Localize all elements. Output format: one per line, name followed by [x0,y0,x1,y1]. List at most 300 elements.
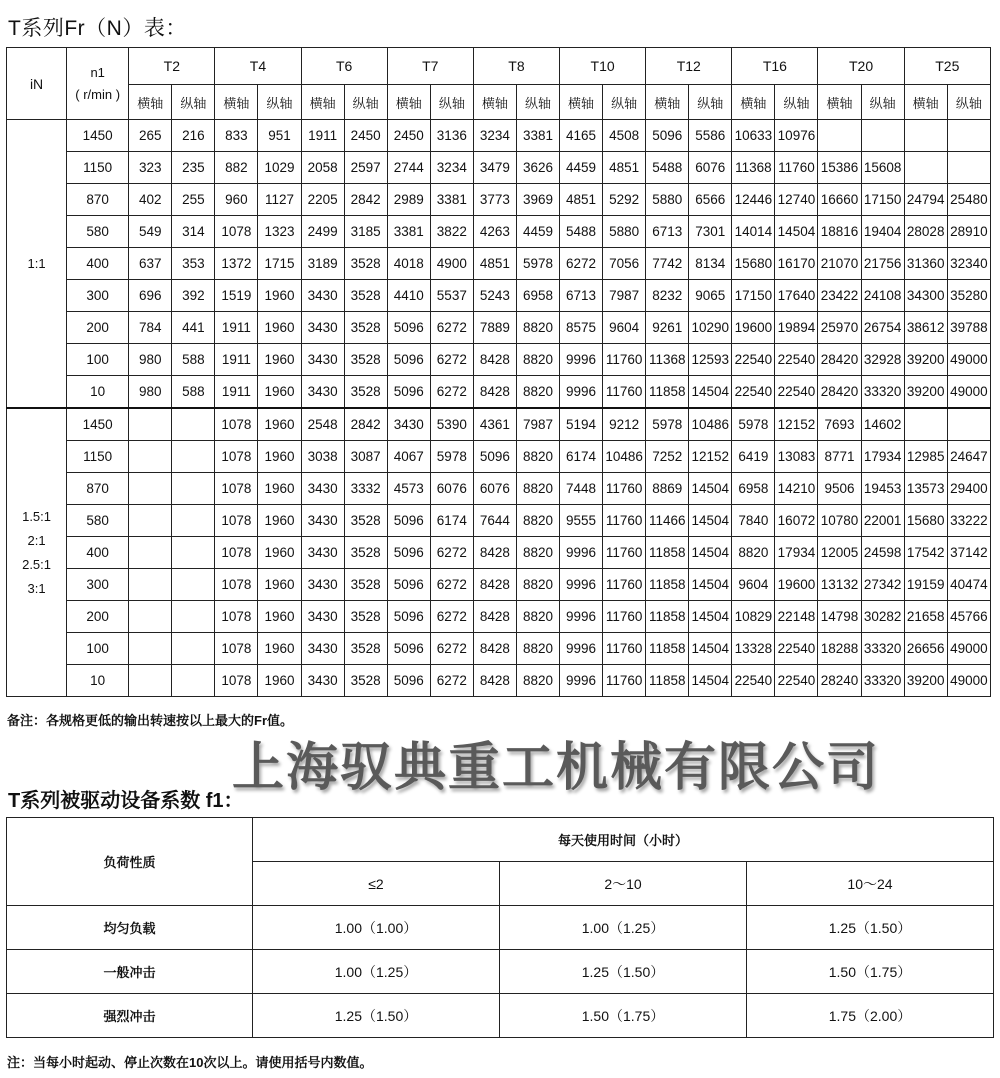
fr-value-cell: 3430 [301,473,344,505]
n1-speed-cell: 100 [67,633,129,665]
fr-value-cell: 1960 [258,441,301,473]
fr-value-cell: 3528 [344,280,387,312]
fr-value-cell: 11466 [646,505,689,537]
fr-value-cell: 22540 [775,344,818,376]
fr-value-cell: 5586 [689,120,732,152]
n1-speed-cell: 10 [67,665,129,697]
fr-value-cell: 16660 [818,184,861,216]
fr-value-cell: 10486 [603,441,646,473]
vertical-axis-header: 纵轴 [258,85,301,120]
fr-value-cell [172,601,215,633]
fr-value-cell: 5096 [387,569,430,601]
fr-value-cell: 235 [172,152,215,184]
fr-value-cell: 1029 [258,152,301,184]
fr-value-cell: 3332 [344,473,387,505]
fr-value-cell: 10486 [689,408,732,441]
fr-value-cell: 6272 [560,248,603,280]
fr-value-cell [172,665,215,697]
fr-value-cell: 1960 [258,344,301,376]
fr-value-cell: 11760 [603,537,646,569]
fr-value-cell: 49000 [947,376,990,409]
fr-value-cell: 7252 [646,441,689,473]
fr-value-cell: 24794 [904,184,947,216]
fr-value-cell: 30282 [861,601,904,633]
fr-value-cell: 32340 [947,248,990,280]
fr-value-cell: 28028 [904,216,947,248]
fr-value-cell: 314 [172,216,215,248]
fr-value-cell: 5096 [387,312,430,344]
fr-value-cell: 8428 [473,344,516,376]
fr-value-cell: 3087 [344,441,387,473]
fr-value-cell: 9996 [560,569,603,601]
n1-speed-cell: 1450 [67,408,129,441]
vertical-axis-header: 纵轴 [689,85,732,120]
fr-value-cell [172,633,215,665]
fr-value-cell: 3479 [473,152,516,184]
n1-speed-cell: 580 [67,505,129,537]
fr-value-cell: 6272 [430,569,473,601]
fr-table-note: 备注：各规格更低的输出转速按以上最大的Fr值。 [7,713,294,728]
fr-value-cell: 1960 [258,505,301,537]
fr-value-cell: 8428 [473,601,516,633]
fr-value-cell: 1960 [258,633,301,665]
fr-value-cell: 8820 [516,473,559,505]
fr-value-cell: 8820 [516,537,559,569]
f1-row [7,994,994,1038]
fr-value-cell: 441 [172,312,215,344]
fr-value-cell: 11858 [646,537,689,569]
fr-value-cell: 960 [215,184,258,216]
fr-value-cell: 12152 [775,408,818,441]
fr-value-cell: 3038 [301,441,344,473]
fr-value-cell: 11760 [603,376,646,409]
fr-value-cell: 7987 [516,408,559,441]
fr-value-cell: 3430 [301,601,344,633]
fr-table-row [7,441,991,473]
fr-value-cell: 1372 [215,248,258,280]
fr-value-cell: 6272 [430,537,473,569]
fr-value-cell: 6174 [560,441,603,473]
fr-value-cell [172,473,215,505]
fr-value-cell: 6272 [430,376,473,409]
fr-value-cell [129,441,172,473]
fr-value-cell: 4018 [387,248,430,280]
n1-speed-cell: 300 [67,569,129,601]
fr-value-cell: 8428 [473,569,516,601]
fr-value-cell: 49000 [947,633,990,665]
n1-speed-cell: 200 [67,312,129,344]
fr-value-cell: 9212 [603,408,646,441]
fr-value-cell: 34300 [904,280,947,312]
fr-value-cell: 16072 [775,505,818,537]
horizontal-axis-header: 横轴 [387,85,430,120]
fr-value-cell: 3430 [301,633,344,665]
fr-value-cell: 1078 [215,633,258,665]
model-header: T8 [473,48,559,85]
fr-table [6,47,991,697]
fr-value-cell: 3528 [344,312,387,344]
fr-value-cell: 6958 [732,473,775,505]
ratio-label: 3:1 [27,580,46,596]
fr-value-cell [172,537,215,569]
fr-value-cell: 5096 [387,665,430,697]
load-type-label: 强烈冲击 [7,994,253,1038]
fr-value-cell: 14504 [689,376,732,409]
fr-value-cell: 216 [172,120,215,152]
fr-value-cell: 14210 [775,473,818,505]
fr-value-cell: 9261 [646,312,689,344]
f1-table-note: 注：当每小时起动、停止次数在10次以上。请使用括号内数值。 [7,1055,373,1070]
fr-value-cell: 3528 [344,248,387,280]
fr-value-cell: 18288 [818,633,861,665]
fr-value-cell [818,120,861,152]
fr-value-cell: 8820 [516,344,559,376]
fr-value-cell: 1960 [258,408,301,441]
fr-value-cell: 18816 [818,216,861,248]
horizontal-axis-header: 横轴 [473,85,516,120]
fr-value-cell: 833 [215,120,258,152]
fr-value-cell: 28420 [818,376,861,409]
fr-value-cell: 1323 [258,216,301,248]
f1-value: 1.00（1.00） [253,906,500,950]
fr-value-cell: 12446 [732,184,775,216]
fr-value-cell: 7644 [473,505,516,537]
fr-value-cell: 980 [129,376,172,409]
f1-value: 1.25（1.50） [253,994,500,1038]
fr-value-cell: 637 [129,248,172,280]
n1-speed-cell: 400 [67,537,129,569]
fr-value-cell: 8428 [473,665,516,697]
fr-value-cell: 10633 [732,120,775,152]
fr-value-cell: 13132 [818,569,861,601]
fr-value-cell: 3969 [516,184,559,216]
fr-value-cell: 5880 [603,216,646,248]
fr-value-cell: 1078 [215,216,258,248]
fr-value-cell: 6174 [430,505,473,537]
fr-value-cell: 8575 [560,312,603,344]
fr-value-cell: 21070 [818,248,861,280]
fr-value-cell: 3430 [387,408,430,441]
fr-value-cell: 6272 [430,601,473,633]
fr-value-cell: 1960 [258,280,301,312]
fr-value-cell: 882 [215,152,258,184]
fr-value-cell: 22540 [732,344,775,376]
fr-value-cell: 8428 [473,376,516,409]
fr-value-cell: 1960 [258,376,301,409]
fr-table-row [7,473,991,505]
f1-value: 1.75（2.00） [747,994,994,1038]
fr-value-cell: 1078 [215,569,258,601]
n1-speed-cell: 200 [67,601,129,633]
fr-value-cell: 6958 [516,280,559,312]
fr-value-cell: 6272 [430,633,473,665]
fr-value-cell: 5096 [387,537,430,569]
fr-value-cell: 3189 [301,248,344,280]
fr-value-cell: 3528 [344,601,387,633]
fr-value-cell: 7742 [646,248,689,280]
fr-value-cell: 3430 [301,665,344,697]
f1-value: 1.25（1.50） [500,950,747,994]
fr-value-cell: 31360 [904,248,947,280]
hours-col-header: 10～24 [747,862,994,906]
fr-value-cell: 3381 [387,216,430,248]
load-type-label: 均匀负载 [7,906,253,950]
fr-value-cell: 3136 [430,120,473,152]
fr-value-cell: 33222 [947,505,990,537]
fr-value-cell: 8232 [646,280,689,312]
fr-value-cell: 29400 [947,473,990,505]
fr-value-cell: 8820 [516,601,559,633]
fr-value-cell: 9506 [818,473,861,505]
fr-value-cell: 1911 [215,312,258,344]
fr-value-cell: 9996 [560,376,603,409]
fr-value-cell: 22540 [732,665,775,697]
fr-value-cell: 11760 [603,569,646,601]
model-header: T2 [129,48,215,85]
ratio-label: 2:1 [27,532,46,548]
fr-value-cell: 1911 [301,120,344,152]
fr-value-cell: 3381 [430,184,473,216]
fr-value-cell: 12593 [689,344,732,376]
fr-value-cell: 9996 [560,537,603,569]
fr-value-cell: 8771 [818,441,861,473]
fr-value-cell: 10976 [775,120,818,152]
fr-table-row [7,569,991,601]
fr-value-cell: 8820 [516,441,559,473]
fr-value-cell: 14504 [689,633,732,665]
fr-value-cell: 8820 [516,376,559,409]
fr-value-cell [129,505,172,537]
fr-value-cell: 4459 [560,152,603,184]
fr-value-cell: 1127 [258,184,301,216]
fr-value-cell: 26656 [904,633,947,665]
f1-row [7,950,994,994]
fr-value-cell: 9996 [560,633,603,665]
fr-value-cell: 1911 [215,344,258,376]
horizontal-axis-header: 横轴 [129,85,172,120]
fr-table-row [7,312,991,344]
fr-value-cell: 10290 [689,312,732,344]
fr-table-row [7,376,991,409]
fr-value-cell: 5243 [473,280,516,312]
f1-value: 1.25（1.50） [747,906,994,950]
fr-value-cell: 25970 [818,312,861,344]
fr-value-cell: 1078 [215,441,258,473]
fr-value-cell: 265 [129,120,172,152]
fr-value-cell: 17542 [904,537,947,569]
fr-header-row-models [7,48,991,85]
fr-value-cell: 4165 [560,120,603,152]
fr-value-cell: 2744 [387,152,430,184]
fr-value-cell: 4459 [516,216,559,248]
fr-value-cell: 7693 [818,408,861,441]
fr-value-cell: 7448 [560,473,603,505]
fr-value-cell: 49000 [947,665,990,697]
fr-value-cell: 10829 [732,601,775,633]
n1-speed-cell: 10 [67,376,129,409]
n1-speed-cell: 870 [67,473,129,505]
fr-value-cell: 11858 [646,633,689,665]
ratio-label: 2.5:1 [22,556,52,572]
fr-value-cell: 13573 [904,473,947,505]
model-header: T12 [646,48,732,85]
fr-value-cell: 9604 [603,312,646,344]
model-header: T25 [904,48,990,85]
fr-value-cell: 33320 [861,633,904,665]
fr-table-row [7,152,991,184]
n1-speed-cell: 100 [67,344,129,376]
fr-value-cell: 5880 [646,184,689,216]
fr-value-cell: 11760 [603,633,646,665]
fr-value-cell: 402 [129,184,172,216]
fr-value-cell: 5488 [646,152,689,184]
fr-value-cell: 8869 [646,473,689,505]
fr-value-cell: 5096 [387,633,430,665]
fr-value-cell: 11858 [646,376,689,409]
fr-value-cell: 6419 [732,441,775,473]
fr-value-cell: 17640 [775,280,818,312]
fr-value-cell: 6076 [473,473,516,505]
horizontal-axis-header: 横轴 [646,85,689,120]
fr-table-row [7,601,991,633]
fr-value-cell: 4067 [387,441,430,473]
fr-value-cell: 11368 [646,344,689,376]
model-header: T20 [818,48,904,85]
fr-value-cell: 9996 [560,601,603,633]
fr-value-cell: 3234 [430,152,473,184]
model-header: T6 [301,48,387,85]
fr-value-cell: 9065 [689,280,732,312]
fr-value-cell: 11760 [603,344,646,376]
fr-value-cell: 39788 [947,312,990,344]
n1-speed-cell: 300 [67,280,129,312]
fr-value-cell: 4410 [387,280,430,312]
f1-table [6,817,994,1038]
f1-value: 1.00（1.25） [500,906,747,950]
fr-value-cell: 12740 [775,184,818,216]
vertical-axis-header: 纵轴 [775,85,818,120]
fr-value-cell: 21756 [861,248,904,280]
fr-value-cell: 2205 [301,184,344,216]
fr-value-cell: 17150 [732,280,775,312]
fr-value-cell: 4851 [560,184,603,216]
fr-value-cell: 40474 [947,569,990,601]
fr-value-cell: 14504 [689,505,732,537]
fr-value-cell: 5096 [646,120,689,152]
fr-value-cell: 6272 [430,665,473,697]
fr-value-cell: 8820 [516,569,559,601]
in-header: iN [7,48,67,120]
fr-value-cell: 19159 [904,569,947,601]
vertical-axis-header: 纵轴 [861,85,904,120]
fr-value-cell: 8820 [516,665,559,697]
fr-value-cell: 3185 [344,216,387,248]
fr-value-cell: 4263 [473,216,516,248]
fr-value-cell: 5978 [430,441,473,473]
fr-value-cell: 4851 [473,248,516,280]
fr-value-cell: 6272 [430,344,473,376]
fr-table-title: T系列Fr（N）表： [8,17,187,40]
fr-value-cell: 1078 [215,505,258,537]
fr-value-cell: 1078 [215,537,258,569]
fr-value-cell: 11760 [775,152,818,184]
n1-label: n1 [90,64,105,80]
f1-table-title: T系列被驱动设备系数 f1： [8,790,244,812]
fr-value-cell [172,408,215,441]
fr-value-cell [172,505,215,537]
vertical-axis-header: 纵轴 [947,85,990,120]
fr-value-cell: 32928 [861,344,904,376]
fr-value-cell: 4900 [430,248,473,280]
fr-value-cell [172,569,215,601]
fr-value-cell: 7987 [603,280,646,312]
fr-table-row [7,665,991,697]
fr-value-cell: 1078 [215,601,258,633]
horizontal-axis-header: 横轴 [301,85,344,120]
fr-value-cell: 24108 [861,280,904,312]
fr-value-cell [129,408,172,441]
fr-value-cell: 19453 [861,473,904,505]
horizontal-axis-header: 横轴 [904,85,947,120]
fr-value-cell [129,633,172,665]
fr-value-cell: 3528 [344,505,387,537]
fr-value-cell: 6272 [430,312,473,344]
fr-value-cell: 1960 [258,569,301,601]
fr-value-cell: 26754 [861,312,904,344]
n1-speed-cell: 1150 [67,441,129,473]
fr-value-cell: 6076 [430,473,473,505]
vertical-axis-header: 纵轴 [172,85,215,120]
fr-value-cell: 5978 [516,248,559,280]
fr-value-cell: 2548 [301,408,344,441]
fr-value-cell [861,120,904,152]
fr-value-cell: 3822 [430,216,473,248]
fr-value-cell: 15680 [904,505,947,537]
fr-value-cell: 1715 [258,248,301,280]
n1-speed-cell: 870 [67,184,129,216]
fr-value-cell: 33320 [861,376,904,409]
fr-value-cell: 14504 [689,665,732,697]
fr-value-cell: 1519 [215,280,258,312]
company-watermark: 上海驭典重工机械有限公司 [232,738,881,798]
fr-value-cell: 1960 [258,537,301,569]
fr-value-cell: 3626 [516,152,559,184]
fr-value-cell: 13083 [775,441,818,473]
fr-value-cell: 392 [172,280,215,312]
model-header: T16 [732,48,818,85]
n1-header [67,48,129,120]
n1-speed-cell: 1450 [67,120,129,152]
fr-value-cell: 3430 [301,312,344,344]
ratio-cell [7,408,67,697]
fr-value-cell: 5978 [646,408,689,441]
n1-unit: ( r/min ) [75,86,121,102]
fr-value-cell: 4361 [473,408,516,441]
fr-value-cell: 7301 [689,216,732,248]
fr-value-cell: 951 [258,120,301,152]
daily-hours-header: 每天使用时间（小时） [253,818,994,862]
fr-value-cell: 4573 [387,473,430,505]
fr-value-cell: 22540 [775,665,818,697]
fr-value-cell: 45766 [947,601,990,633]
load-type-label: 一般冲击 [7,950,253,994]
fr-value-cell: 2499 [301,216,344,248]
fr-value-cell: 3430 [301,537,344,569]
fr-header-row-axes [7,85,991,120]
fr-table-row [7,184,991,216]
fr-table-row [7,216,991,248]
fr-value-cell: 17150 [861,184,904,216]
